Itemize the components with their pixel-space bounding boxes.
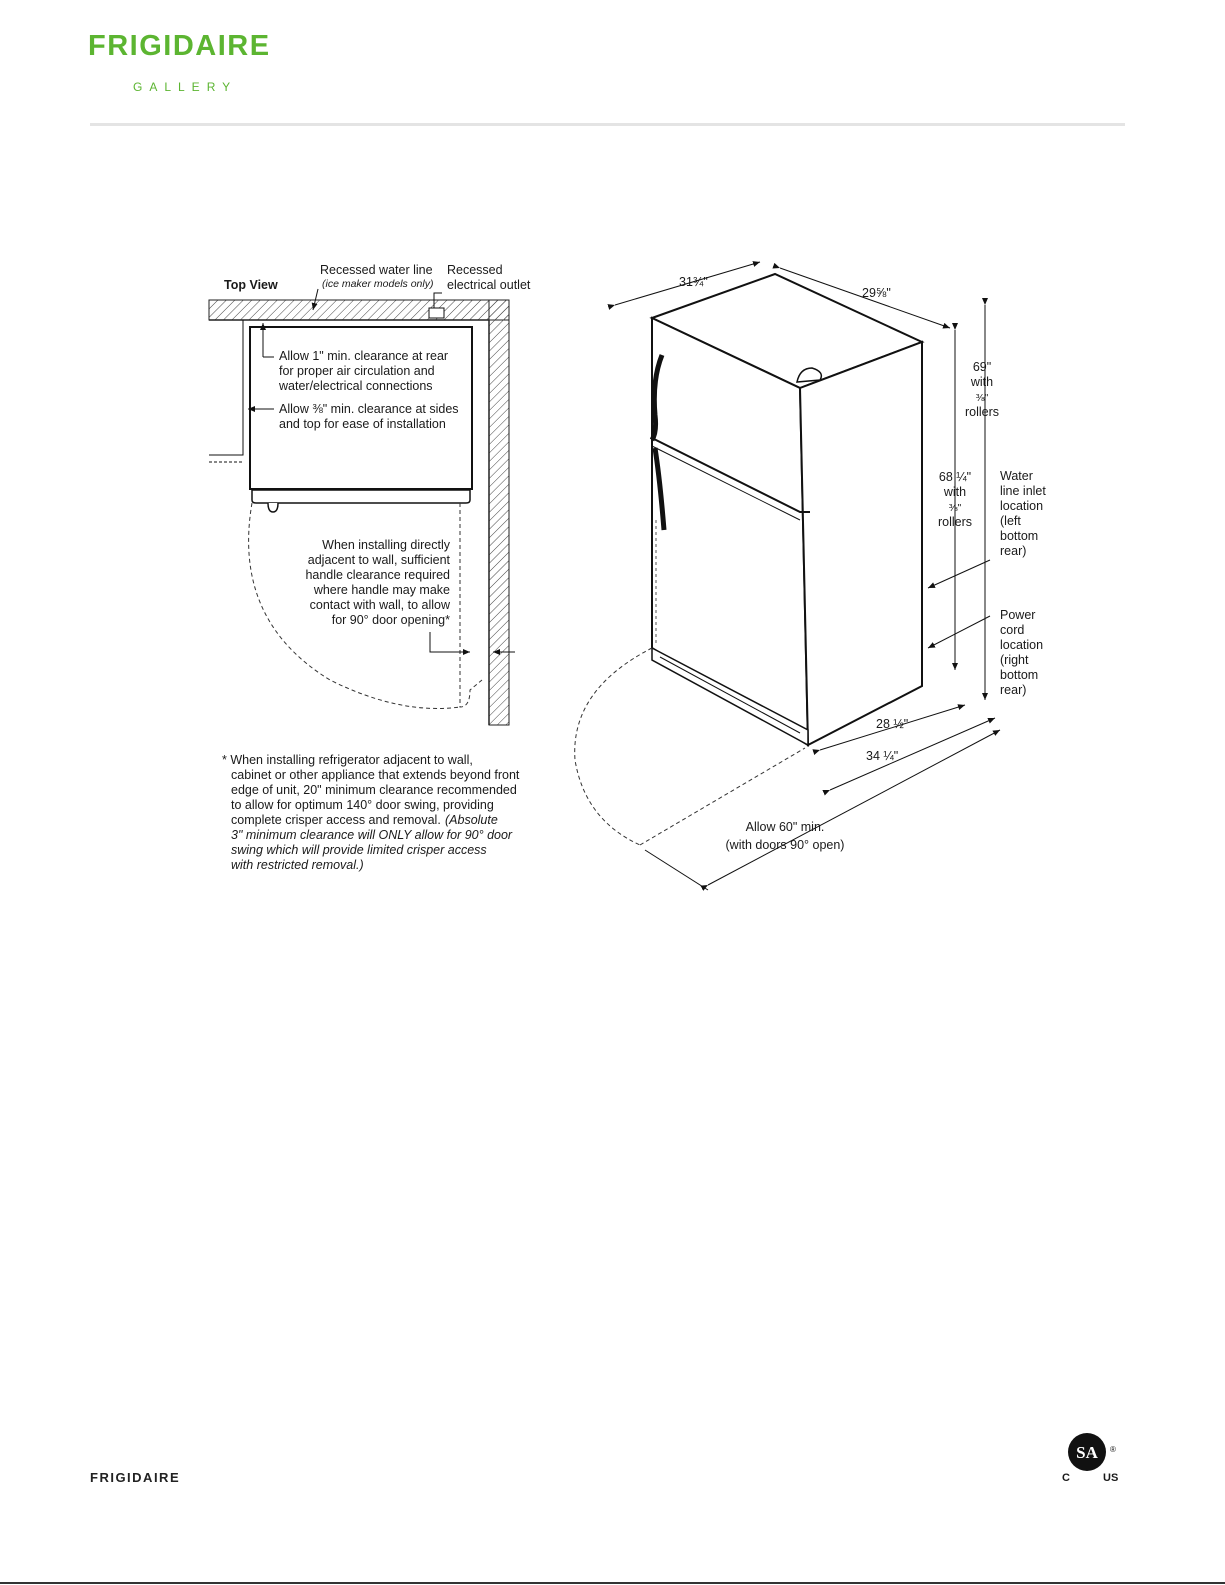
svg-text:SA: SA xyxy=(1076,1443,1098,1462)
svg-text:cord: cord xyxy=(1000,623,1025,637)
svg-text:(with doors 90° open): (with doors 90° open) xyxy=(725,838,845,852)
svg-text:for 90° door opening*: for 90° door opening* xyxy=(331,613,450,627)
svg-text:to allow for optimum 140° door: to allow for optimum 140° door swing, providing xyxy=(231,798,494,812)
svg-text:rear): rear) xyxy=(1000,683,1027,697)
footnote xyxy=(222,753,520,872)
svg-text:bottom: bottom xyxy=(1000,668,1039,682)
svg-text:⅜": ⅜" xyxy=(948,502,962,514)
svg-text:68 ¼": 68 ¼" xyxy=(938,470,972,484)
water-inlet-label xyxy=(1000,469,1046,558)
top-view xyxy=(209,263,531,725)
rear-clearance-2: for proper air circulation and xyxy=(279,364,435,378)
wall-note xyxy=(305,538,451,627)
svg-text:⅜": ⅜" xyxy=(975,392,989,404)
depth-top-label: 29⅝" xyxy=(862,286,891,300)
svg-text:* When installing refrigerator: * When installing refrigerator adjacent to wall, xyxy=(222,753,473,767)
svg-text:swing which will provide limit: swing which will provide limited crisper access xyxy=(231,843,487,857)
csa-certification-mark xyxy=(1060,1430,1130,1490)
door-clearance-label xyxy=(726,820,845,852)
water-line-note: (ice maker models only) xyxy=(322,278,434,290)
door-swing-3d xyxy=(575,648,652,845)
svg-text:contact with wall, to allow: contact with wall, to allow xyxy=(309,598,450,612)
svg-text:Power: Power xyxy=(1000,608,1036,622)
outlet-label-2: electrical outlet xyxy=(447,278,531,292)
page-bottom-rule xyxy=(0,1582,1225,1584)
svg-text:(Absolute: (Absolute xyxy=(445,813,498,827)
svg-text:Water: Water xyxy=(1000,469,1033,483)
brand-name: FRIGIDAIRE xyxy=(88,30,271,62)
svg-text:69": 69" xyxy=(972,360,992,374)
svg-text:where handle may make: where handle may make xyxy=(313,583,450,597)
svg-text:location: location xyxy=(1000,638,1044,652)
svg-text:with: with xyxy=(970,375,994,389)
depth-34-label: 34 ¼" xyxy=(866,749,899,763)
svg-text:edge of unit, 20" minimum clea: edge of unit, 20" minimum clearance recommended xyxy=(231,783,517,797)
svg-text:3" minimum clearance will ONLY: 3" minimum clearance will ONLY allow for 90° door xyxy=(231,828,513,842)
top-view-title: Top View xyxy=(224,278,278,292)
svg-text:Allow 60" min.: Allow 60" min. xyxy=(745,820,825,834)
rear-clearance-3: water/electrical connections xyxy=(279,379,433,393)
svg-text:handle clearance required: handle clearance required xyxy=(305,568,450,582)
outlet-label-1: Recessed xyxy=(447,263,503,277)
csa-us-label: US xyxy=(1103,1472,1119,1484)
svg-text:rollers: rollers xyxy=(964,405,1000,419)
svg-text:(right: (right xyxy=(1000,653,1029,667)
svg-text:location: location xyxy=(1000,499,1044,513)
footer-brand: FRIGIDAIRE xyxy=(90,1470,181,1485)
fridge-side xyxy=(800,342,922,745)
csa-logo-icon xyxy=(1060,1430,1130,1475)
svg-text:rear): rear) xyxy=(1000,544,1027,558)
rear-clearance-1: Allow 1" min. clearance at rear xyxy=(279,349,449,363)
csa-c-label: C xyxy=(1062,1472,1070,1484)
side-clearance-1: Allow ⅜" min. clearance at sides xyxy=(279,402,459,416)
svg-text:(left: (left xyxy=(1000,514,1021,528)
svg-text:with restricted removal.): with restricted removal.) xyxy=(231,858,364,872)
side-clearance-2: and top for ease of installation xyxy=(279,417,446,431)
svg-text:complete crisper access and re: complete crisper access and removal. xyxy=(231,813,441,827)
power-cord-label xyxy=(1000,608,1043,697)
water-line-label: Recessed water line xyxy=(320,263,433,277)
height-69-label xyxy=(965,360,999,419)
svg-text:bottom: bottom xyxy=(1000,529,1039,543)
fridge-front xyxy=(652,318,808,745)
brand-sub-name: GALLERY xyxy=(133,80,238,94)
svg-text:cabinet or other appliance tha: cabinet or other appliance that extends beyond front xyxy=(231,768,520,782)
svg-text:adjacent to wall, sufficient: adjacent to wall, sufficient xyxy=(307,553,450,567)
width-top-label: 31¾" xyxy=(679,275,708,289)
svg-text:line inlet: line inlet xyxy=(1000,484,1046,498)
door-handle xyxy=(268,503,278,512)
svg-text:®: ® xyxy=(1110,1445,1116,1454)
depth-28-label: 28 ½" xyxy=(876,717,909,731)
rear-wall xyxy=(209,300,509,320)
side-wall xyxy=(489,300,509,725)
svg-text:with: with xyxy=(943,485,967,499)
svg-text:rollers: rollers xyxy=(937,515,973,529)
svg-text:When installing directly: When installing directly xyxy=(322,538,450,552)
